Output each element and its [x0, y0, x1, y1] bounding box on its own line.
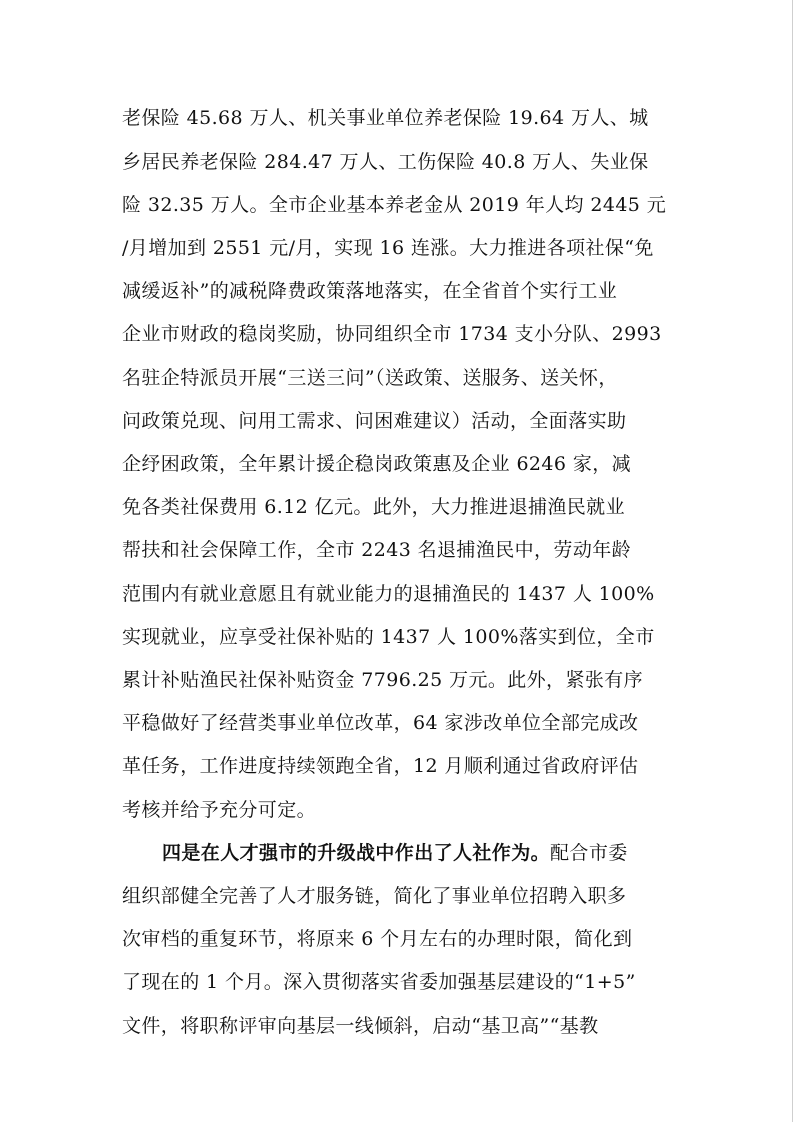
text-line: 革任务，工作进度持续领跑全省，12 月顺利通过省政府评估 [122, 755, 639, 777]
text-line: 企纾困政策，全年累计援企稳岗政策惠及企业 6246 家，减 [122, 453, 632, 475]
text-line: 老保险 45.68 万人、机关事业单位养老保险 19.64 万人、城 [122, 107, 649, 129]
section-heading: 四是在人才强市的升级战中作出了人社作为。 [162, 842, 551, 864]
text-line: 平稳做好了经营类事业单位改革，64 家涉改单位全部完成改 [122, 712, 639, 734]
section-first-line [162, 841, 628, 865]
text-line: 实现就业，应享受社保补贴的 1437 人 100%落实到位，全市 [122, 626, 655, 648]
text-line: 企业市财政的稳岗奖励，协同组织全市 1734 支小分队、2993 [122, 323, 662, 345]
text-line: 累计补贴渔民社保补贴资金 7796.25 万元。此外，紧张有序 [122, 669, 644, 691]
text-line: 文件，将职称评审向基层一线倾斜，启动“基卫高”“基教 [122, 1015, 599, 1037]
text-line: 乡居民养老保险 284.47 万人、工伤保险 40.8 万人、失业保 [122, 151, 649, 173]
text-line: 了现在的 1 个月。深入贯彻落实省委加强基层建设的“1+5” [122, 971, 636, 993]
text-line: 考核并给予充分可定。 [122, 799, 317, 821]
text-line: 险 32.35 万人。全市企业基本养老金从 2019 年人均 2445 元 [122, 194, 667, 216]
text-line: 免各类社保费用 6.12 亿元。此外，大力推进退捕渔民就业 [122, 496, 625, 518]
text-line: 减缓返补”的减税降费政策落地落实，在全省首个实行工业 [122, 280, 618, 302]
text-line: 问政策兑现、问用工需求、问困难建议）活动，全面落实助 [122, 410, 627, 432]
text-line: 名驻企特派员开展“三送三问”（送政策、送服务、送关怀， [122, 367, 618, 389]
text-line: /月增加到 2551 元/月，实现 16 连涨。大力推进各项社保“免 [122, 237, 654, 259]
text-line: 次审档的重复环节，将原来 6 个月左右的办理时限，简化到 [122, 928, 633, 950]
text-line: 组织部健全完善了人才服务链，简化了事业单位招聘入职多 [122, 885, 627, 907]
text-line: 范围内有就业意愿且有就业能力的退捕渔民的 1437 人 100% [122, 583, 655, 605]
text-line: 帮扶和社会保障工作，全市 2243 名退捕渔民中，劳动年龄 [122, 539, 632, 561]
section-first-line-rest: 配合市委 [550, 842, 628, 864]
